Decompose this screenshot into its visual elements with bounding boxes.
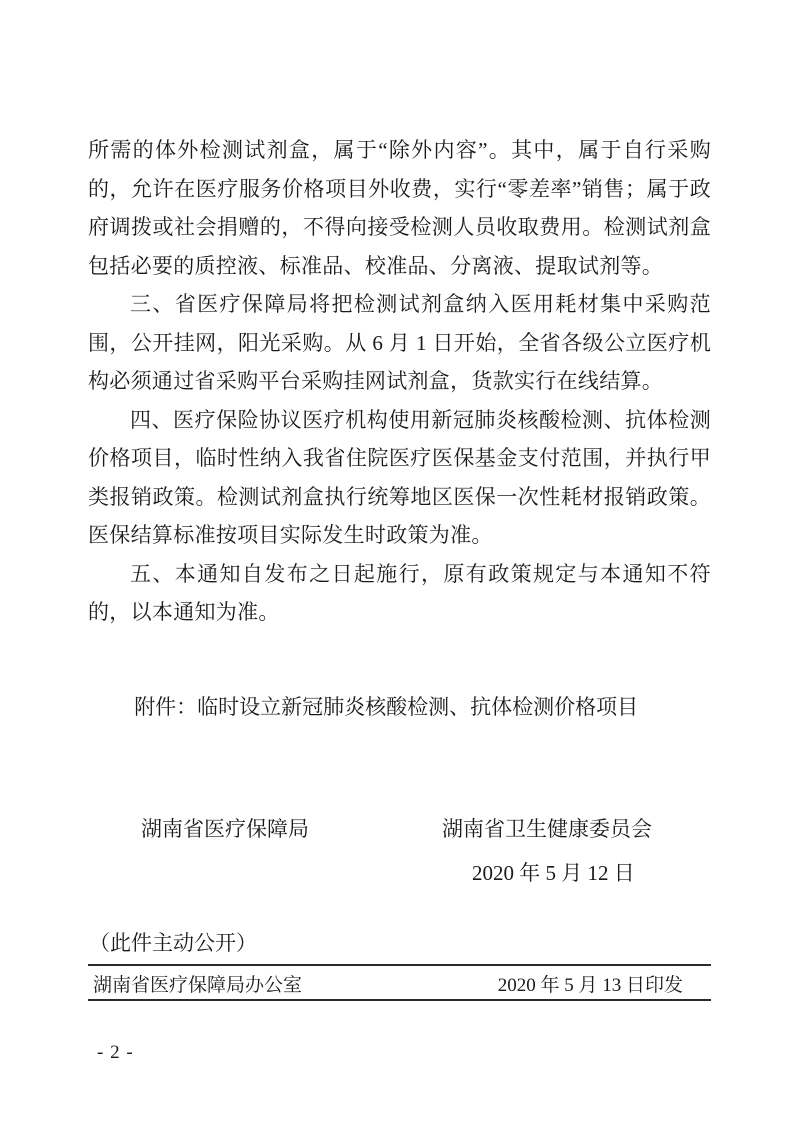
paragraph-item-four: 四、医疗保险协议医疗机构使用新冠肺炎核酸检测、抗体检测价格项目，临时性纳入我省住院医疗医保基金支付范围，并执行甲类报销政策。检测试剂盒执行统筹地区医保一次性耗材报销政策。医保结算标准按项目实际发生时政策为准。 bbox=[88, 407, 711, 547]
document-body bbox=[88, 131, 711, 632]
signature-left-org: 湖南省医疗保障局 bbox=[141, 817, 309, 841]
signature-right-org: 湖南省卫生健康委员会 bbox=[442, 817, 652, 841]
paragraph-item-three: 三、省医疗保障局将把检测试剂盒纳入医用耗材集中采购范围，公开挂网，阳光采购。从 6 月 1 日开始，全省各级公立医疗机构必须通过省采购平台采购挂网试剂盒，货款实行在线结算。 bbox=[88, 292, 711, 393]
disclosure-note: （此件主动公开） bbox=[89, 931, 257, 955]
footer-office: 湖南省医疗保障局办公室 bbox=[93, 975, 303, 996]
footer-rule-top bbox=[88, 964, 711, 966]
footer-rule-bottom bbox=[88, 999, 711, 1001]
attachment-line: 附件：临时设立新冠肺炎核酸检测、抗体检测价格项目 bbox=[134, 695, 639, 719]
footer-print-date: 2020 年 5 月 13 日印发 bbox=[497, 975, 683, 996]
signature-date: 2020 年 5 月 12 日 bbox=[472, 861, 635, 885]
page-number: - 2 - bbox=[97, 1042, 134, 1063]
paragraph-continuation: 所需的体外检测试剂盒，属于“除外内容”。其中，属于自行采购的，允许在医疗服务价格项目外收费，实行“零差率”销售；属于政府调拨或社会捐赠的，不得向接受检测人员收取费用。检测试剂盒包括必要的质控液、标准品、校准品、分离液、提取试剂等。 bbox=[88, 138, 711, 278]
paragraph-item-five: 五、本通知自发布之日起施行，原有政策规定与本通知不符的，以本通知为准。 bbox=[88, 561, 711, 624]
